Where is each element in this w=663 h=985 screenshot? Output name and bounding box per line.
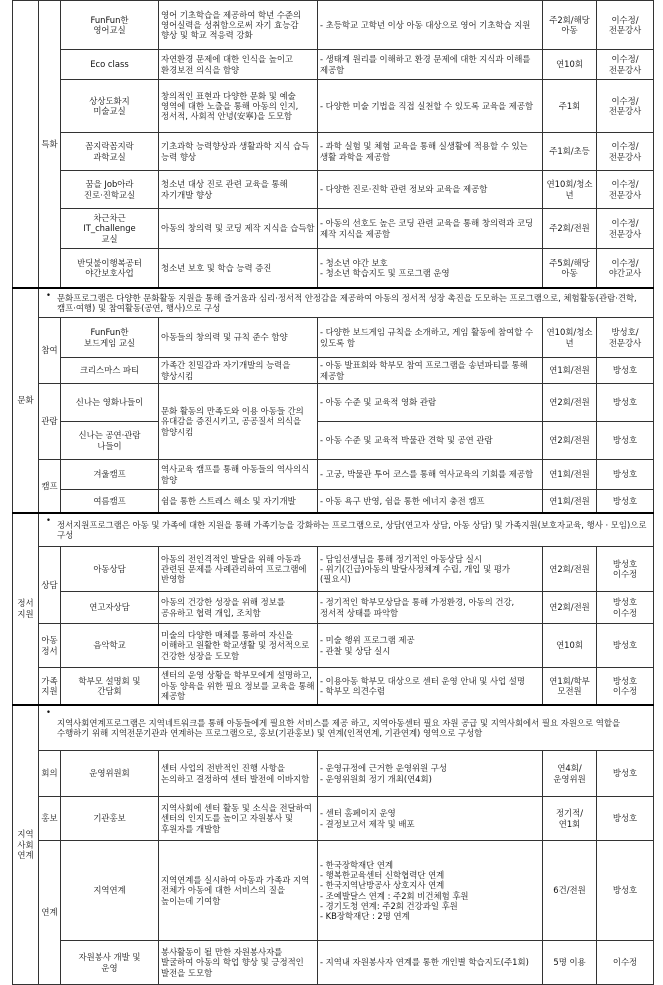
table-row — [13, 1, 654, 50]
activity-item: - 아동 욕구 반영, 쉼을 통한 에너지 충전 캠프 — [320, 495, 485, 506]
staff-text: 이수정 — [612, 957, 638, 968]
frequency-text: 연10회/청소 년 — [546, 179, 593, 200]
table-row — [13, 592, 654, 624]
section-intro-text: 정서지원프로그램은 아동 및 가족에 대한 지원을 통해 가족기능을 강화하는 프로그램으로, 상담(연고자 상담, 아동 상담) 및 가족지원(보호자교육, 행사 · 모임)으로 구성 — [57, 519, 647, 540]
sub-area-cell-text: 아동 정서 — [41, 635, 58, 656]
activity-item: - 지역내 자원봉사자 연계를 통한 개인별 학습지도(주1회) — [320, 957, 529, 968]
activity-list — [318, 624, 543, 668]
frequency — [543, 318, 597, 358]
program-purpose — [159, 460, 318, 490]
staff-text: 방성호 — [612, 365, 638, 376]
staff-text: 방성호 이수정 — [612, 675, 638, 696]
sub-area-cell-text: 특화 — [41, 138, 58, 149]
frequency-text: 연2회/전원 — [549, 435, 590, 446]
staff — [597, 547, 654, 592]
frequency-text: 연1회/학부 모전원 — [549, 675, 590, 696]
program-name — [61, 1, 159, 50]
staff-text: 방성호 — [612, 469, 638, 480]
program-purpose-text: 아동의 건강한 성장을 위해 정보를 공유하고 협력 개입, 조치함 — [161, 597, 285, 618]
staff — [597, 668, 654, 705]
activity-list — [318, 50, 543, 80]
sub-area-cell-text: 상담 — [41, 579, 58, 590]
program-name-text: 학부모 설명회 및 간담회 — [78, 675, 141, 696]
staff — [597, 841, 654, 941]
activity-list — [318, 209, 543, 249]
staff-text: 방성호/ 전문강사 — [608, 327, 642, 348]
program-purpose-text: 쉼을 통한 스트레스 해소 및 자기개발 — [161, 495, 296, 506]
sub-area-cell — [39, 547, 61, 624]
program-purpose — [159, 751, 318, 797]
program-purpose-text: 센터 사업의 전반적인 진행 사항을 논의하고 결정하여 센터 발전에 이바지함 — [161, 763, 310, 784]
frequency — [543, 941, 597, 985]
staff-text: 방성호 — [612, 885, 638, 896]
program-purpose — [159, 171, 318, 209]
activity-item: - 담임선생님을 통해 정기적인 아동상담 실시 — [320, 553, 482, 564]
frequency — [543, 384, 597, 422]
staff — [597, 171, 654, 209]
table-row — [13, 384, 654, 422]
sub-area-cell-text: 관람 — [41, 416, 58, 427]
activity-item: - 정기적인 학부모상담을 통해 가정환경, 아동의 건강, 정서적 상태를 파악함 — [320, 597, 515, 618]
activity-item: - 센터 홈페이지 운영 — [320, 808, 396, 819]
table-row — [13, 668, 654, 705]
staff — [597, 133, 654, 171]
activity-item: - 미술 행위 프로그램 제공 — [320, 635, 415, 646]
activity-item: - 행복한교육센터 신학협력단 연계 — [320, 870, 445, 880]
frequency — [543, 80, 597, 133]
table-row — [13, 318, 654, 358]
activity-item: - 다양한 미술 기법을 직접 실천할 수 있도록 교육을 제공함 — [320, 100, 534, 111]
activity-item: - 위기(긴급)아동의 발달사정체계 수립, 개입 및 평가(필요시) — [320, 563, 510, 585]
program-name-text: 겨울캠프 — [93, 469, 126, 480]
activity-list — [318, 318, 543, 358]
bullet-icon: • — [46, 514, 51, 525]
activity-item: - 결정보고서 제작 및 배포 — [320, 818, 415, 829]
activity-list — [318, 358, 543, 384]
activity-list — [318, 460, 543, 490]
program-name — [61, 460, 159, 490]
frequency — [543, 422, 597, 460]
program-name — [61, 133, 159, 171]
program-name — [61, 358, 159, 384]
table-row — [13, 797, 654, 841]
sub-area-cell — [39, 624, 61, 668]
program-purpose — [159, 592, 318, 624]
program-purpose-text: 아동의 전인격적인 발달을 위해 아동과 관련된 문제를 사례관리하여 프로그램에 반영함 — [161, 553, 307, 585]
activity-item: - 조예발달스 연계 : 주2회 비건체험 후원 — [320, 890, 469, 901]
staff — [597, 592, 654, 624]
activity-list — [318, 171, 543, 209]
frequency-text: 주1회 — [558, 100, 581, 111]
table-row — [13, 171, 654, 209]
activity-list — [318, 941, 543, 985]
activity-item: - 생태계 원리를 이해하고 환경 문제에 대한 지식과 이해를 제공함 — [320, 54, 531, 75]
activity-item: - 고궁, 박물관 투어 코스를 통해 역사교육의 기회를 제공함 — [320, 469, 534, 480]
activity-list — [318, 797, 543, 841]
activity-list — [318, 592, 543, 624]
program-purpose-text: 청소년 보호 및 학습 능력 증진 — [161, 262, 272, 273]
program-purpose-text: 아동들의 창의력 및 규칙 준수 함양 — [161, 332, 288, 343]
activity-item: - 다양한 보드게임 규칙을 소개하고, 게임 활동에 참여할 수 있도록 함 — [320, 327, 534, 348]
program-purpose-text: 영어 기초학습을 제공하여 학년 수준의 영어실력을 성취함으로써 자기 효능감 향상 및 학교 적응력 강화 — [161, 9, 302, 41]
program-name — [61, 941, 159, 985]
staff-text: 방성호 — [612, 813, 638, 824]
activity-item: - 초등학교 고학년 이상 아동 대상으로 영어 기초학습 지원 — [320, 19, 531, 30]
sub-area-cell-text: 가족 지원 — [41, 675, 58, 696]
sub-area-cell-text: 연계 — [41, 907, 58, 918]
frequency — [543, 133, 597, 171]
program-purpose-text: 지역사회에 센터 활동 및 소식을 전달하여 센터의 인지도를 높이고 자원봉사 및 후원자를 개발함 — [161, 803, 312, 834]
program-name-text: 신나는 공연·관람 나들이 — [78, 430, 141, 451]
program-name-text: 연고자상담 — [89, 602, 130, 613]
activity-item: - 경기도청 연계: 주2회 건강과일 후원 — [320, 900, 458, 911]
frequency — [543, 624, 597, 668]
table-row — [13, 358, 654, 384]
sub-area-cell — [39, 841, 61, 985]
activity-item: - 아동의 선호도 높은 코딩 관련 교육을 통해 창의력과 코딩 제작 지식을 제공함 — [320, 218, 534, 239]
program-name-text: 상상도화지 미술교실 — [89, 95, 130, 116]
activity-list — [318, 133, 543, 171]
section-intro-row — [13, 705, 654, 751]
frequency-text: 연10회 — [556, 59, 583, 70]
program-name-text: 음악학교 — [93, 640, 126, 651]
activity-item: - 아동 발표회와 학부모 참여 프로그램을 송년파티를 통해 제공함 — [320, 360, 528, 381]
staff-text: 이수정/ 전문강사 — [608, 179, 642, 200]
frequency-text: 주1회/초등 — [549, 146, 590, 157]
program-name — [61, 797, 159, 841]
frequency-text: 5명 이용 — [553, 957, 586, 968]
sub-area-cell-text: 홍보 — [41, 813, 58, 824]
activity-item: - 관찰 및 상담 실시 — [320, 645, 391, 656]
frequency — [543, 797, 597, 841]
table-row — [13, 50, 654, 80]
frequency — [543, 592, 597, 624]
bullet-icon: • — [46, 289, 51, 300]
activity-item: - 한국장학재단 연계 — [320, 859, 394, 870]
section-intro-row — [13, 513, 654, 547]
program-name-text: 기관홍보 — [93, 813, 126, 824]
table-row — [13, 841, 654, 941]
table-row — [13, 249, 654, 288]
program-name-text: 아동상담 — [93, 563, 126, 574]
frequency-text: 6건/전원 — [553, 885, 586, 896]
frequency-text: 연2회/전원 — [549, 397, 590, 408]
activity-item: - 한국지역난방공사 상호지사 연계 — [320, 880, 445, 891]
staff — [597, 384, 654, 422]
section-intro — [39, 513, 654, 547]
staff-text: 이수정/ 전문강사 — [608, 54, 642, 75]
program-purpose — [159, 384, 318, 460]
program-purpose — [159, 318, 318, 358]
table-row — [13, 941, 654, 985]
table-row — [13, 490, 654, 513]
program-name — [61, 318, 159, 358]
program-purpose — [159, 209, 318, 249]
area-cell-continued — [13, 1, 39, 288]
program-purpose — [159, 624, 318, 668]
program-purpose-text: 미술의 다양한 매체를 통하여 자신을 이해하고 원활한 학교생활 및 정서적으로 건강한 성장을 도모함 — [161, 630, 310, 661]
program-name — [61, 249, 159, 288]
frequency — [543, 668, 597, 705]
section-intro-text: 문화프로그램은 다양한 문화활동 지원을 통해 즐거움과 심리·정서적 안정감을 제공하여 아동의 정서적 성장 촉진을 도모하는 프로그램으로, 체험활동(관람·견학, 캠프·여행) 및 참여활동(공연, 행사)으로 구성 — [57, 292, 637, 313]
program-name — [61, 751, 159, 797]
frequency — [543, 547, 597, 592]
section-intro — [39, 288, 654, 318]
staff — [597, 50, 654, 80]
program-purpose — [159, 249, 318, 288]
staff-text: 방성호 이수정 — [612, 558, 638, 579]
program-table-sheet — [12, 0, 653, 985]
area-label: 지역 사회 연계 — [17, 829, 34, 860]
bullet-icon: • — [46, 706, 51, 717]
program-name — [61, 841, 159, 941]
staff-text: 방성호 — [612, 495, 638, 506]
area-label: 정서 지원 — [17, 598, 34, 619]
frequency-text: 주5회/해당 아동 — [549, 257, 590, 278]
area-cell — [13, 288, 39, 513]
staff-text: 이수정/ 야간교사 — [608, 257, 642, 278]
program-purpose-text: 역사교육 캠프를 통해 아동들의 역사의식 함양 — [161, 464, 310, 485]
program-name — [61, 422, 159, 460]
program-name-text: 운영위원회 — [89, 768, 130, 779]
program-purpose — [159, 841, 318, 941]
staff — [597, 941, 654, 985]
program-purpose — [159, 797, 318, 841]
program-purpose — [159, 941, 318, 985]
staff — [597, 80, 654, 133]
program-name — [61, 209, 159, 249]
program-name — [61, 171, 159, 209]
activity-item: - 청소년 야간 보호 — [320, 257, 388, 268]
frequency — [543, 1, 597, 50]
area-cell — [13, 705, 39, 985]
frequency-text: 연1회/전원 — [549, 365, 590, 376]
program-name — [61, 384, 159, 422]
staff — [597, 422, 654, 460]
staff-text: 이수정/ 전문강사 — [608, 14, 642, 35]
program-name-text: 지역연계 — [93, 885, 126, 896]
program-name — [61, 490, 159, 513]
frequency-text: 연4회/ 운영위원 — [553, 763, 586, 784]
activity-item: - 운영규정에 근거한 운영위원 구성 — [320, 763, 447, 774]
program-name-text: 여름캠프 — [93, 495, 126, 506]
staff — [597, 490, 654, 513]
staff-text: 방성호 이수정 — [612, 597, 638, 618]
frequency — [543, 490, 597, 513]
frequency — [543, 171, 597, 209]
activity-list — [318, 490, 543, 513]
section-intro — [39, 705, 654, 751]
section-intro-row — [13, 288, 654, 318]
program-purpose-text: 창의적인 표현과 다양한 문화 및 예술 영역에 대한 노출을 통해 아동의 인지, 정서적, 사회적 안녕(安寧)을 도모함 — [161, 90, 299, 122]
frequency-text: 정기적/ 연1회 — [555, 808, 584, 829]
program-purpose-text: 문화 활동의 만족도와 이용 아동들 간의 유대감을 증진시키고, 공공질서 의식을 함양시킴 — [161, 406, 304, 437]
sub-area-cell — [39, 460, 61, 513]
table-row — [13, 133, 654, 171]
staff — [597, 460, 654, 490]
staff-text: 방성호 — [612, 435, 638, 446]
program-name — [61, 547, 159, 592]
activity-list — [318, 1, 543, 50]
frequency — [543, 50, 597, 80]
sub-area-cell — [39, 384, 61, 460]
sub-area-cell — [39, 751, 61, 797]
staff — [597, 358, 654, 384]
program-name-text: 반딧불이행복공터 야간보호사업 — [77, 257, 142, 278]
table-row — [13, 751, 654, 797]
program-name-text: Eco class — [90, 59, 129, 70]
activity-list — [318, 422, 543, 460]
sub-area-cell-text: 캠프 — [41, 480, 58, 491]
staff — [597, 318, 654, 358]
program-name — [61, 668, 159, 705]
program-purpose-text: 청소년 대상 진로 관련 교육을 통해 자기개발 향상 — [161, 179, 288, 200]
frequency-text: 연2회/전원 — [549, 602, 590, 613]
table-row — [13, 547, 654, 592]
staff-text: 방성호 — [612, 397, 638, 408]
program-purpose-text: 봉사활동이 될 만한 자원봉사자를 발굴하여 아동의 학업 향상 및 긍정적인 발전을 도모함 — [161, 947, 304, 978]
sub-area-cell — [39, 797, 61, 841]
table-row — [13, 422, 654, 460]
sub-area-cell-text: 참여 — [41, 345, 58, 356]
activity-item: - 과학 실험 및 체험 교육을 통해 실생활에 적용할 수 있는 생활 과학을 제공함 — [320, 141, 528, 162]
program-purpose — [159, 547, 318, 592]
section-intro-text: 지역사회연계프로그램은 지역네트워크를 통해 아동들에게 필요한 서비스를 제공 하고, 지역아동센터 필요 자원 공급 및 지역사회에서 필요 자원으로 역할을 수행하기 위해 지역전문기관과 연계하는 프로그램으로, 홍보(기관홍보) 및 연계(인적연계, 기관연계) 영역으로 구성함 — [57, 717, 621, 738]
sub-area-cell — [39, 668, 61, 705]
frequency-text: 주2회/전원 — [549, 223, 590, 234]
program-purpose-text: 지역연계를 실시하여 아동과 가족과 지역 전체가 아동에 대한 서비스의 질을 높이는데 기여함 — [161, 875, 310, 906]
activity-list — [318, 751, 543, 797]
program-name — [61, 80, 159, 133]
program-purpose-text: 아동의 창의력 및 코딩 제작 지식을 습득함 — [161, 223, 315, 234]
program-purpose — [159, 133, 318, 171]
frequency-text: 연1회/전원 — [549, 495, 590, 506]
activity-item: - 아동 수준 및 교육적 박물관 견학 및 공연 관람 — [320, 435, 493, 446]
program-purpose — [159, 668, 318, 705]
activity-item: - 학부모 의견수렴 — [320, 685, 385, 696]
staff-text: 방성호 — [612, 640, 638, 651]
frequency — [543, 460, 597, 490]
activity-item: - KB장학재단 : 2명 연계 — [320, 911, 410, 921]
staff-text: 이수정/ 전문강사 — [608, 218, 642, 239]
activity-item: - 아동 수준 및 교육적 영화 관람 — [320, 397, 437, 408]
table-row — [13, 80, 654, 133]
frequency — [543, 358, 597, 384]
program-purpose-text: 센터의 운영 상황을 학부모에게 설명하고, 아동 양육을 위한 필요 정보를 교육을 통해 제공함 — [161, 670, 315, 701]
program-name-text: 자원봉사 개발 및 운영 — [78, 952, 141, 973]
program-name-text: FunFun한 보드게임 교실 — [83, 327, 136, 348]
program-table — [12, 0, 654, 985]
staff — [597, 1, 654, 50]
frequency — [543, 209, 597, 249]
program-purpose-text: 기초과학 능력향상과 생활과학 지식 습득 능력 향상 — [161, 141, 310, 162]
program-purpose — [159, 1, 318, 50]
table-row — [13, 624, 654, 668]
activity-list — [318, 249, 543, 288]
staff — [597, 209, 654, 249]
frequency — [543, 751, 597, 797]
activity-list — [318, 547, 543, 592]
staff-text: 이수정/ 전문강사 — [608, 141, 642, 162]
program-name-text: 크리스마스 파티 — [79, 365, 140, 376]
frequency-text: 연2회/전원 — [549, 563, 590, 574]
program-name — [61, 624, 159, 668]
frequency — [543, 841, 597, 941]
program-purpose — [159, 358, 318, 384]
sub-area-cell — [39, 1, 61, 288]
activity-list — [318, 80, 543, 133]
program-name — [61, 50, 159, 80]
program-purpose — [159, 50, 318, 80]
frequency — [543, 249, 597, 288]
program-name — [61, 592, 159, 624]
sub-area-cell-text: 회의 — [41, 768, 58, 779]
program-purpose — [159, 80, 318, 133]
activity-list — [318, 384, 543, 422]
program-name-text: 꼼지락꼼지락 과학교실 — [85, 141, 134, 162]
table-row — [13, 460, 654, 490]
activity-item: - 청소년 학습지도 및 프로그램 운영 — [320, 267, 450, 278]
staff — [597, 624, 654, 668]
staff — [597, 751, 654, 797]
frequency-text: 연10회/청소 년 — [546, 327, 593, 348]
area-label: 문화 — [17, 394, 34, 405]
program-name-text: 꿈을 Job아라 진로·진학교실 — [83, 179, 136, 200]
frequency-text: 연1회/전원 — [549, 469, 590, 480]
staff-text: 방성호 — [612, 768, 638, 779]
program-name-text: 신나는 영화나들이 — [75, 397, 144, 408]
program-name-text: 차근차근 IT_challenge 교실 — [83, 213, 136, 244]
staff — [597, 797, 654, 841]
program-purpose — [159, 490, 318, 513]
activity-item: - 이용아동 학부모 대상으로 센터 운영 안내 및 사업 설명 — [320, 675, 525, 686]
frequency-text: 주2회/해당 아동 — [549, 14, 590, 35]
frequency-text: 연10회 — [556, 640, 583, 651]
program-name-text: FunFun한 영어교실 — [90, 14, 129, 35]
staff — [597, 249, 654, 288]
staff-text: 이수정/ 전문강사 — [608, 95, 642, 116]
sub-area-cell — [39, 318, 61, 384]
table-row — [13, 209, 654, 249]
activity-list — [318, 668, 543, 705]
program-purpose-text: 가족간 친밀감과 자기개발의 능력을 향상시킴 — [161, 360, 291, 381]
activity-item: - 운영위원회 정기 개최(연4회) — [320, 773, 432, 784]
area-cell — [13, 513, 39, 705]
activity-item: - 다양한 진로·진학 관련 정보와 교육을 제공함 — [320, 184, 488, 195]
program-purpose-text: 자연환경 문제에 대한 인식을 높이고 환경보전 의식을 함양 — [161, 54, 294, 75]
activity-list — [318, 841, 543, 941]
